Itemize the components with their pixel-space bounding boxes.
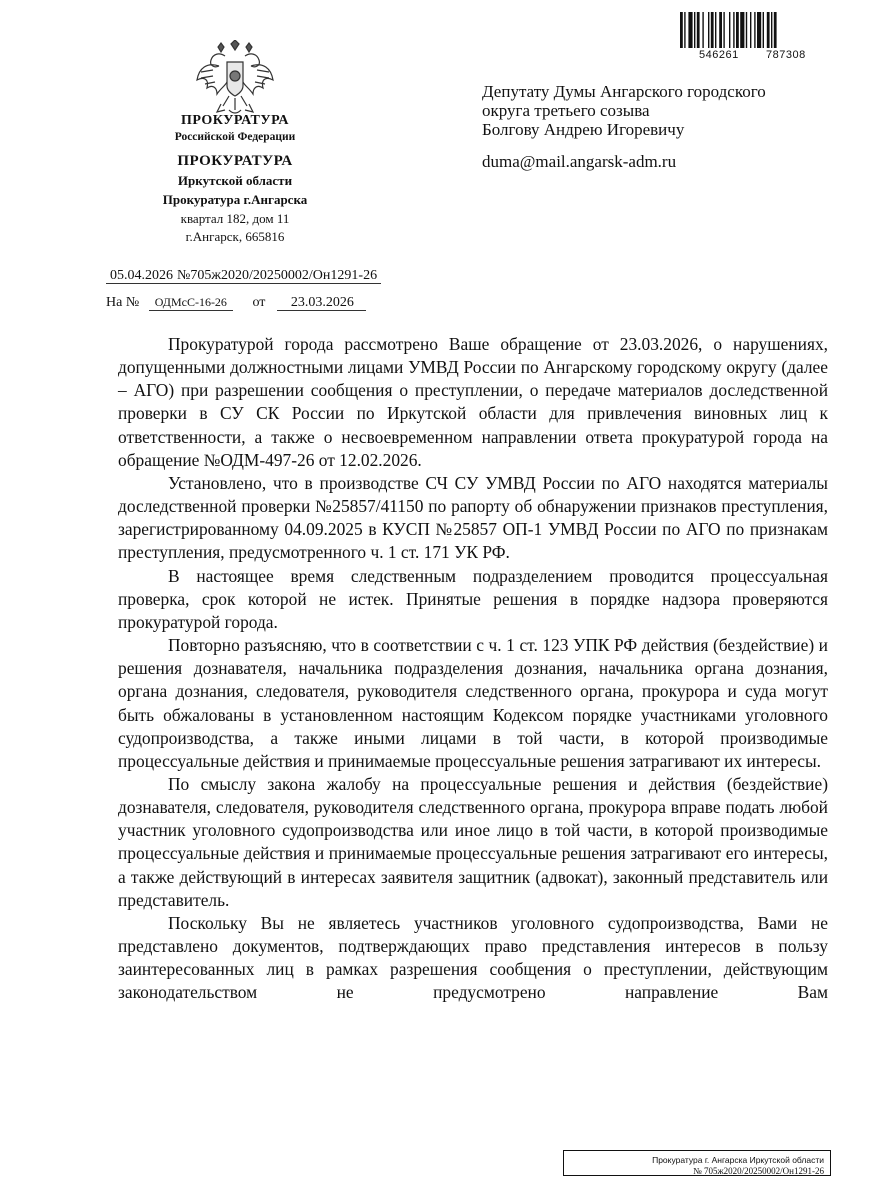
stamp-office: Прокуратура г. Ангарска Иркутской области [652,1155,824,1165]
barcode-left-number: 546261 [699,49,739,61]
barcode-bar [746,12,747,48]
coat-of-arms-emblem [195,40,275,118]
org-address-street: квартал 182, дом 11 [180,211,290,226]
org-region: Иркутской области [177,173,293,188]
incoming-reg-line [106,295,366,311]
barcode-bar [684,12,685,48]
incoming-from-label: от [252,295,266,310]
org-country: Российской Федерации [174,131,296,143]
barcode-bar [723,12,724,48]
barcode-bar [771,12,772,48]
recipient-line-1: Депутату Думы Ангарского городского [482,82,766,101]
barcode-bar [697,12,700,48]
barcode-bar [763,12,764,48]
outgoing-reg-line [106,268,381,284]
barcode-bar [702,12,703,48]
barcode-bar [719,12,722,48]
letter-body [118,333,828,1005]
paragraph-5: По смыслу закона жалобу на процессуальные решения и действия (бездействие) дознавателя, следователя, руководителя следственного органа, прокурора вправе подать любой участник уголовного судопроизводства или иное лицо в той части, в которой производимые процессуальные действия и принимаемые процессуальные решения затрагивают его интересы, а также действующий в интересах заявителя защитник (адвокат), законный представитель или представитель. [118,773,828,910]
stamp-number: № 705ж2020/20250002/Он1291-26 [693,1166,824,1176]
paragraph-4: Повторно разъясняю, что в соответствии с ч. 1 ст. 123 УПК РФ действия (бездействие) и решения дознавателя, начальника подразделения дознания, начальника органа дознания, органа дознания, следователя, руководителя следственного органа, прокурора и суда могут быть обжалованы в установленном настоящим Кодексом порядке участниками уголовного судопроизводства, а также иными лицами в той части, в которой производимые процессуальные действия и принимаемые процессуальные решения затрагивают их интересы. [118,635,828,771]
incoming-number: ОДМсС-16-26 [149,295,233,311]
org-address-city: г.Ангарск, 665816 [185,229,285,244]
barcode-bar [680,12,683,48]
barcode-bar [733,12,734,48]
barcode-bar [729,12,730,48]
org-name-top: ПРОКУРАТУРА [180,113,290,128]
paragraph-3: В настоящее время следственным подразделением проводится процессуальная проверка, срок которой не истек. Принятые решения в порядке надзора проверяются прокуратурой города. [118,565,828,632]
outgoing-number-prefix: № [177,268,191,283]
barcode-bar [740,12,744,48]
barcode-bar [694,12,695,48]
paragraph-2: Установлено, что в производстве СЧ СУ УМВД России по АГО находятся материалы доследственной проверки №25857/41150 по рапорту об обнаружении признаков преступления, зарегистрированному 04.09.2025 в КУСП №25857 ОП-1 УМВД России по АГО по признакам преступления, предусмотренного ч. 1 ст. 171 УК РФ. [118,472,828,563]
org-city-office: Прокуратура г.Ангарска [162,192,308,207]
barcode-bar [750,12,751,48]
barcode-bar [757,12,761,48]
paragraph-6: Поскольку Вы не являетесь участников уголовного судопроизводства, Вами не представлено документов, подтверждающих право представления интересов в пользу заинтересованных лиц в рамках разрешения сообщения о преступлении, действующим законодательством не предусмотрено направление Вам [118,912,828,1003]
paragraph-1: Прокуратурой города рассмотрено Ваше обращение от 23.03.2026, о нарушениях, допущенными должностными лицами УМВД России по Ангарскому городскому округу (далее – АГО) при разрешении сообщения о преступлении, о передаче материалов доследственной проверки в СУ СК России по Иркутской области для привлечения виновных лиц к ответственности, а также о несвоевременном направлении ответа прокуратурой города на обращение №ОДМ-497-26 от 12.02.2026. [118,334,828,470]
recipient-email: duma@mail.angarsk-adm.ru [482,152,677,171]
incoming-on-label: На № [106,295,140,310]
barcode-bar [711,12,714,48]
barcode-bar [774,12,777,48]
org-name-regional: ПРОКУРАТУРА [177,153,293,169]
barcode-bar [736,12,739,48]
incoming-date: 23.03.2026 [277,295,366,311]
registration-stamp [563,1150,831,1176]
barcode-bar [754,12,755,48]
recipient-line-2: округа третьего созыва [482,101,650,120]
outgoing-number: 705ж2020/20250002/Он1291-26 [190,268,381,284]
barcode [680,12,822,48]
recipient-name: Болгову Андрею Игоревичу [482,120,685,139]
recipient-block [482,82,766,139]
outgoing-date: 05.04.2026 [106,268,177,284]
barcode-bar [688,12,692,48]
barcode-right-number: 787308 [766,49,806,61]
barcode-bar [767,12,770,48]
barcode-bar [715,12,716,48]
barcode-bar [708,12,709,48]
